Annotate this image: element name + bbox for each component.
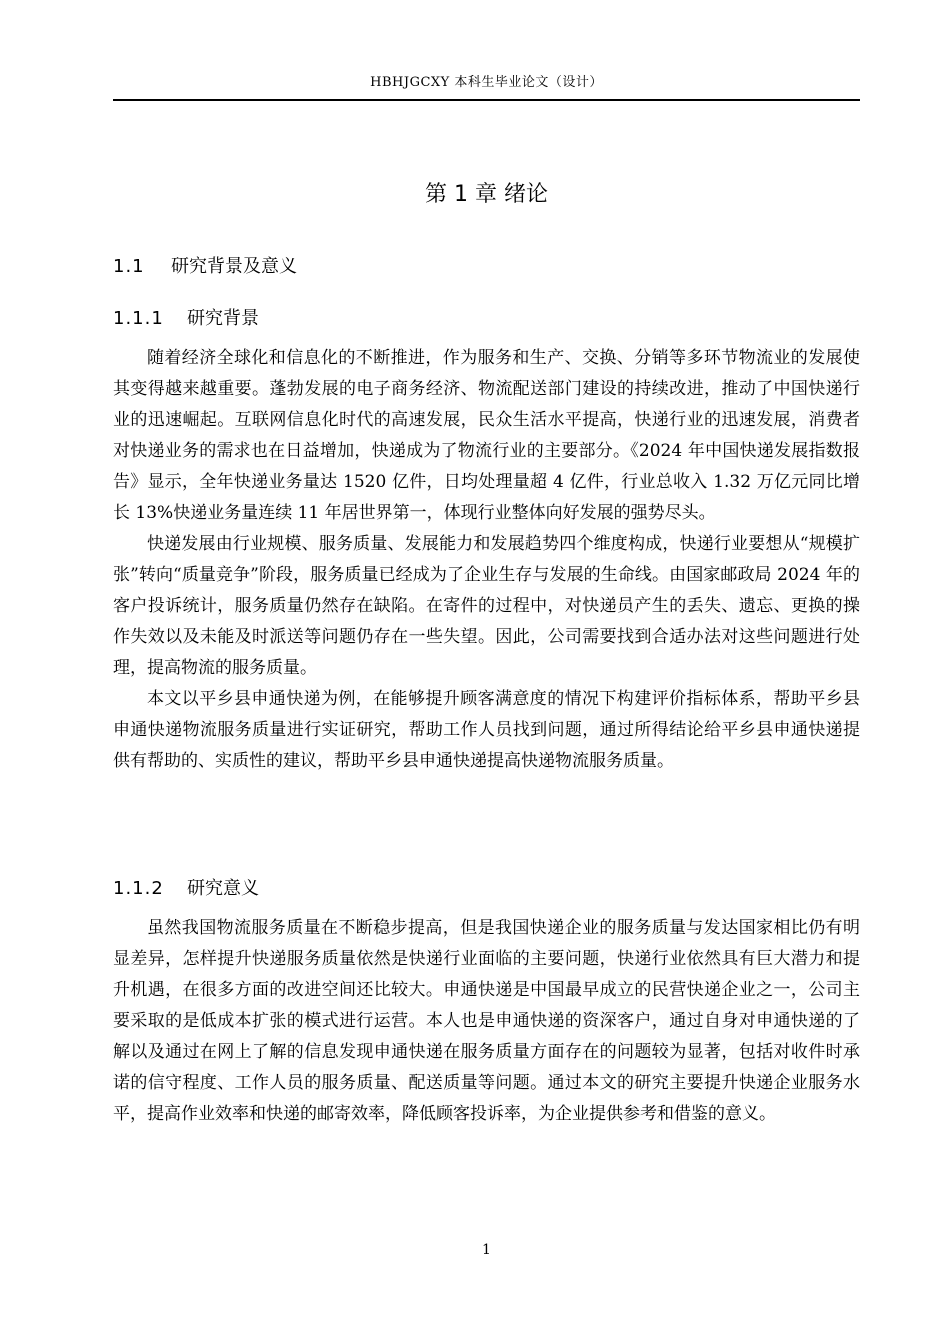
running-header: HBHJGCXY 本科生毕业论文（设计） (370, 75, 603, 90)
section-heading-1-1-1 (113, 306, 259, 332)
section-number: 1.1.2 (113, 878, 164, 899)
paragraph: 随着经济全球化和信息化的不断推进，作为服务和生产、交换、分销等多环节物流业的发展使其变得越来越重要。蓬勃发展的电子商务经济、物流配送部门建设的持续改进，推动了中国快递行业的迅速崛起。互联网信息化时代的高速发展，民众生活水平提高，快递行业的迅速发展，消费者对快递业务的需求也在日益增加，快递成为了物流行业的主要部分。《2024 年中国快递发展指数报告》显示，全年快递业务量达 1520 亿件，日均处理量超 4 亿件，行业总收入 1.32 万亿元同比增长 13%快递业务量连续 11 年居世界第一，体现行业整体向好发展的强势尽头。 (113, 348, 860, 523)
section-heading-1-1-2 (113, 876, 259, 902)
section-title: 研究背景 (187, 308, 259, 329)
research-significance-body (113, 913, 860, 1130)
paragraph: 虽然我国物流服务质量在不断稳步提高，但是我国快递企业的服务质量与发达国家相比仍有明显差异，怎样提升快递服务质量依然是快递行业面临的主要问题，快递行业依然具有巨大潜力和提升机遇，在很多方面的改进空间还比较大。申通快递是中国最早成立的民营快递企业之一，公司主要采取的是低成本扩张的模式进行运营。本人也是申通快递的资深客户，通过自身对申通快递的了解以及通过在网上了解的信息发现申通快递在服务质量方面存在的问题较为显著，包括对收件时承诺的信守程度、工作人员的服务质量、配送质量等问题。通过本文的研究主要提升快递企业服务水平，提高作业效率和快递的邮寄效率，降低顾客投诉率，为企业提供参考和借鉴的意义。 (113, 918, 860, 1124)
header-rule (113, 99, 860, 101)
section-title: 研究意义 (187, 878, 259, 899)
paragraph: 本文以平乡县申通快递为例，在能够提升顾客满意度的情况下构建评价指标体系，帮助平乡县申通快递物流服务质量进行实证研究，帮助工作人员找到问题，通过所得结论给平乡县申通快递提供有帮助的、实质性的建议，帮助平乡县申通快递提高快递物流服务质量。 (113, 689, 860, 771)
section-title: 研究背景及意义 (171, 256, 297, 277)
section-number: 1.1.1 (113, 308, 164, 329)
paragraph: 快递发展由行业规模、服务质量、发展能力和发展趋势四个维度构成，快递行业要想从“规模扩张”转向“质量竞争”阶段，服务质量已经成为了企业生存与发展的生命线。由国家邮政局 2024 年的客户投诉统计，服务质量仍然存在缺陷。在寄件的过程中，对快递员产生的丢失、遗忘、更换的操作失效以及未能及时派送等问题仍存在一些失望。因此，公司需要找到合适办法对这些问题进行处理，提高物流的服务质量。 (113, 534, 860, 678)
chapter-title: 第 1 章 绪论 (425, 182, 548, 207)
section-number: 1.1 (113, 256, 145, 277)
research-background-body (113, 343, 860, 777)
section-heading-1-1 (113, 254, 297, 280)
page-number: 1 (482, 1242, 491, 1258)
